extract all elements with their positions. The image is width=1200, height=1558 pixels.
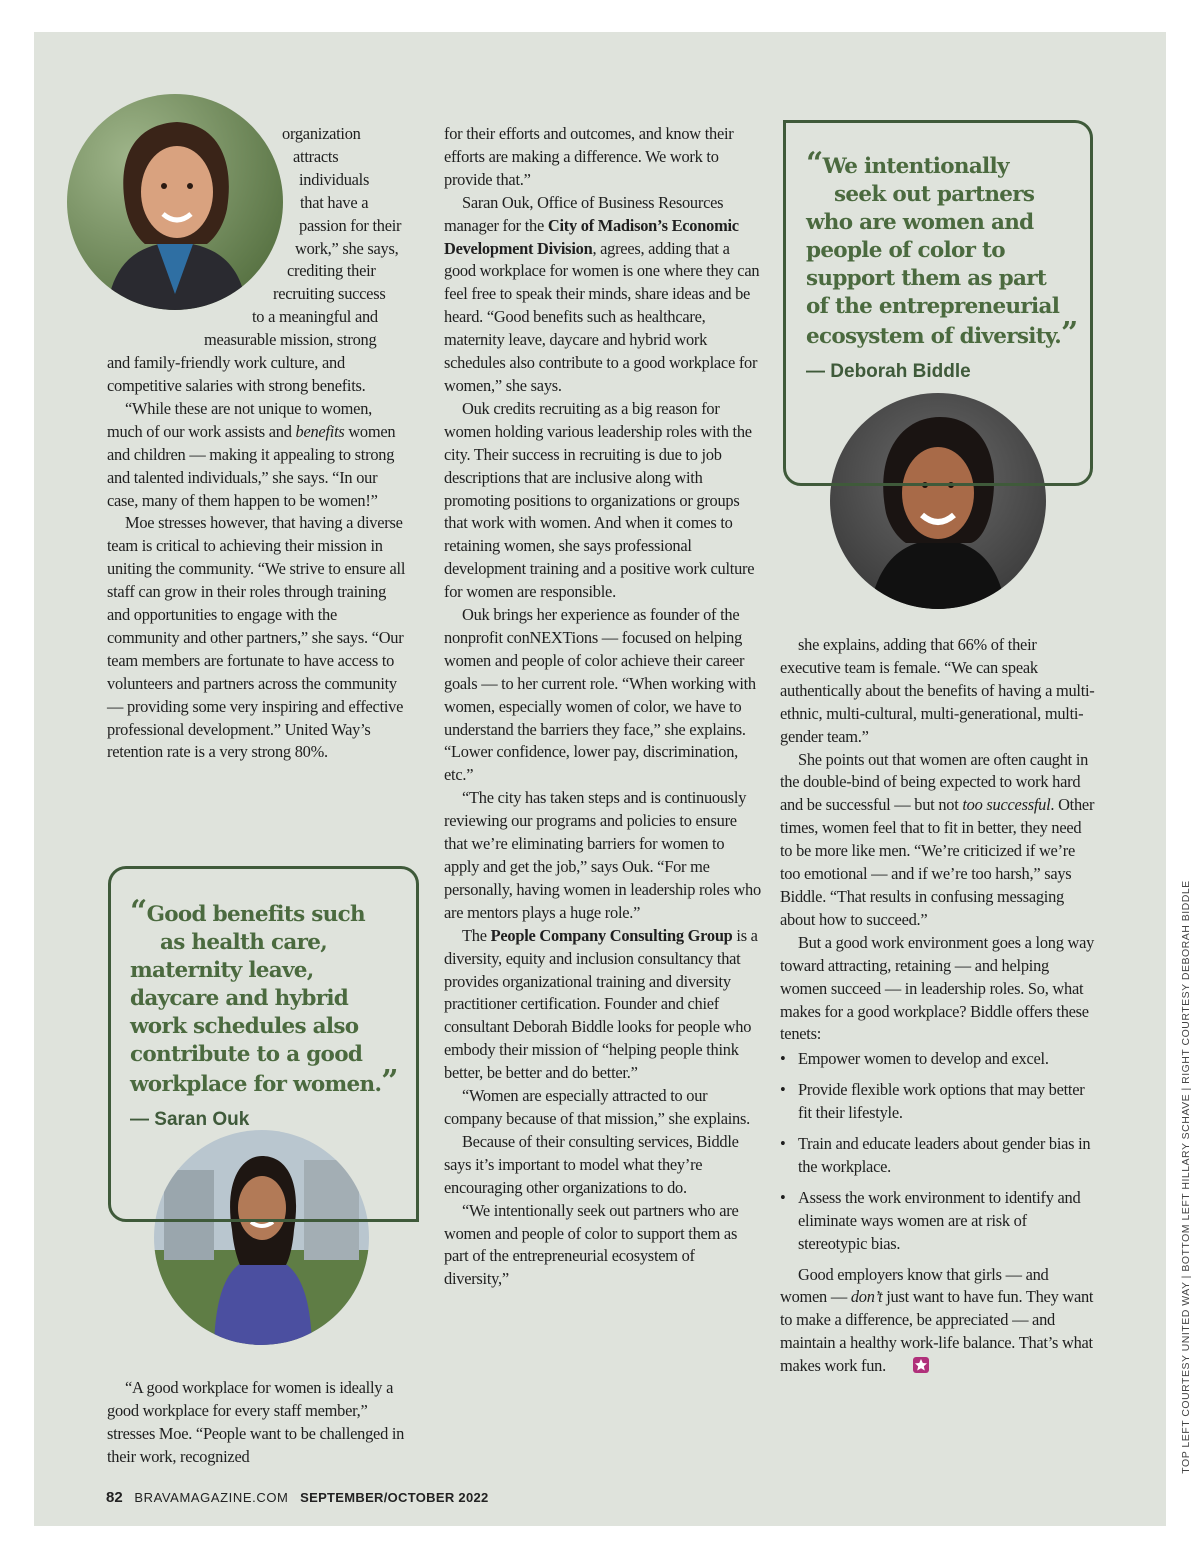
quote-line: seek out partners — [834, 181, 1035, 207]
paragraph: “While these are not unique to women, much of our work assists and benefits women and children — making it appealing to strong and talented individuals,” she says. “In our case, many of them happen to be women!” — [107, 398, 396, 510]
quote-line: Good benefits such — [146, 902, 365, 927]
quote-line: ecosystem of diversity. — [806, 324, 1062, 350]
paragraph: “A good workplace for women is ideally a good workplace for every staff member,” stresses Moe. “People want to be challenged in their work, recognized — [107, 1378, 405, 1466]
wrap-line: passion for their — [299, 215, 402, 235]
tenets-list — [780, 1048, 1096, 1255]
list-item: • Provide flexible work options that may better fit their lifestyle. — [780, 1079, 1096, 1125]
wrap-line: attracts — [293, 146, 339, 166]
quote-line: We intentionally — [822, 154, 1009, 179]
issue-date: SEPTEMBER/OCTOBER 2022 — [300, 1490, 489, 1505]
quote-line: maternity leave, — [130, 957, 314, 983]
quote-line: workplace for women. — [130, 1072, 382, 1098]
column-1-bottom — [107, 1377, 411, 1469]
magazine-page — [34, 32, 1192, 1526]
quote-line: people of color to — [806, 237, 1005, 263]
paragraph: She points out that women are often caught in the double-bind of being expected to work hard and be successful — but not too successful. Other times, women feel that to fit in better, they need to be more like men. “We’re criticized if we’re too emotional — and if we’re too harsh,” says Biddle. “That results in confusing messaging about how to succeed.” — [780, 749, 1095, 929]
paragraph: Good employers know that girls — and women — don’t just want to have fun. They want to make a difference, be appreciated — and maintain a healthy work-life balance. That’s what makes work fun. — [780, 1264, 1096, 1382]
paragraph: The People Company Consulting Group is a diversity, equity and inclusion consultancy that provides organizational training and diversity practitioner certification. Founder and chief consultant Deborah Biddle looks for people who embody their mission of “helping people think better, be better and do better.” — [444, 925, 758, 1083]
photo-wrap-lines — [107, 123, 411, 352]
quote-line: contribute to a good — [130, 1041, 363, 1067]
site-name: BRAVAMAGAZINE.COM — [134, 1490, 289, 1505]
paragraph: But a good work environment goes a long way toward attracting, retaining — and helping women succeed — in leadership roles. So, what makes for a good workplace? Biddle offers these tenets: — [780, 932, 1095, 1044]
photo-credit: TOP LEFT COURTESY UNITED WAY | BOTTOM LEFT HILLARY SCHAVE | RIGHT COURTESY DEBORAH BIDDLE — [1180, 880, 1192, 1474]
paragraph: “We intentionally seek out partners who are women and people of color to support them as part of the entrepreneurial ecosystem of diversity,” — [444, 1200, 739, 1289]
quote-attribution: — Deborah Biddle — [806, 361, 971, 383]
wrap-line: recruiting success — [273, 284, 386, 304]
paragraph: Saran Ouk, Office of Business Resources manager for the City of Madison’s Economic Development Division, agrees, adding that a good workplace for women is one where they can feel free to speak their minds, share ideas and be heard. “Good benefits such as healthcare, maternity leave, daycare and hybrid work schedules also contribute to a good workplace for women,” she says. — [444, 192, 760, 395]
column-3 — [780, 634, 1096, 1381]
end-mark-icon — [894, 1356, 930, 1381]
column-1 — [107, 123, 411, 764]
quote-line: daycare and hybrid — [130, 985, 349, 1011]
paragraph: Because of their consulting services, Biddle says it’s important to model what they’re encouraging other organizations to do. — [444, 1131, 739, 1197]
paragraph: Ouk brings her experience as founder of the nonprofit conNEXTions — focused on helping women and people of color achieve their career goals — to her current role. “When working with women, especially women of color, we have to understand the barriers they face,” she explains. “Lower confidence, lower pay, discrimination, etc.” — [444, 605, 756, 785]
paragraph: Moe stresses however, that having a diverse team is critical to achieving their mission in uniting the community. “We strive to ensure all staff can grow in their roles through training and opportunities to engage with the community and other partners,” she says. “Our team members are fortunate to have access to volunteers and partners across the community — providing some very inspiring and effective professional development.” United Way’s retention rate is a very strong 80%. — [107, 513, 406, 762]
list-item: • Empower women to develop and excel. — [780, 1048, 1096, 1071]
close-quote-mark: ” — [1061, 316, 1078, 352]
wrap-line: measurable mission, strong — [204, 330, 377, 350]
paragraph: she explains, adding that 66% of their executive team is female. “We can speak authentically about the benefits of having a multi-ethnic, multi-cultural, multi-generational, multi-gender team.” — [780, 635, 1095, 746]
page-number: 82 — [106, 1489, 123, 1506]
open-quote-mark: “ — [806, 146, 823, 181]
pull-quote-saran-ouk — [130, 894, 420, 1131]
list-item: • Assess the work environment to identify and eliminate ways women are at risk of stereotypic bias. — [780, 1187, 1096, 1256]
wrap-line: crediting their — [287, 261, 376, 281]
paragraph: for their efforts and outcomes, and know their efforts are making a difference. We work to provide that.” — [444, 124, 734, 189]
quote-line: support them as part — [806, 265, 1047, 291]
quote-line: of the entrepreneurial — [806, 293, 1060, 319]
wrap-line: that have a — [300, 192, 369, 212]
quote-line: who are women and — [806, 209, 1034, 235]
close-quote-mark: ” — [381, 1064, 398, 1100]
quote-attribution: — Saran Ouk — [130, 1109, 250, 1131]
wrap-line: to a meaningful and — [252, 307, 378, 327]
wrap-line: work,” she says, — [295, 238, 399, 258]
page-footer — [106, 1489, 489, 1506]
quote-line: as health care, — [160, 929, 327, 955]
paragraph: “Women are especially attracted to our company because of that mission,” she explains. — [444, 1086, 750, 1128]
paragraph: “The city has taken steps and is continuously reviewing our programs and policies to ensure that we’re eliminating barriers for women to apply and get the job,” says Ouk. “For me personally, having women in leadership roles who are mentors plays a huge role.” — [444, 788, 761, 922]
list-item: • Train and educate leaders about gender bias in the workplace. — [780, 1133, 1096, 1179]
paragraph: Ouk credits recruiting as a big reason for women holding various leadership roles with the city. Their success in recruiting is due to job descriptions that are inclusive along with promoting positions to organizations or groups that work with women. And when it comes to retaining women, she says professional development training and a positive work culture for women are responsible. — [444, 398, 755, 602]
quote-line: work schedules also — [130, 1013, 359, 1039]
wrap-line: individuals — [299, 169, 370, 189]
wrap-line: organization — [282, 124, 361, 143]
open-quote-mark: “ — [130, 894, 147, 929]
paragraph: and family-friendly work culture, and competitive salaries with strong benefits. — [107, 353, 366, 395]
column-2 — [444, 123, 762, 1291]
pull-quote-deborah-biddle — [806, 146, 1096, 383]
